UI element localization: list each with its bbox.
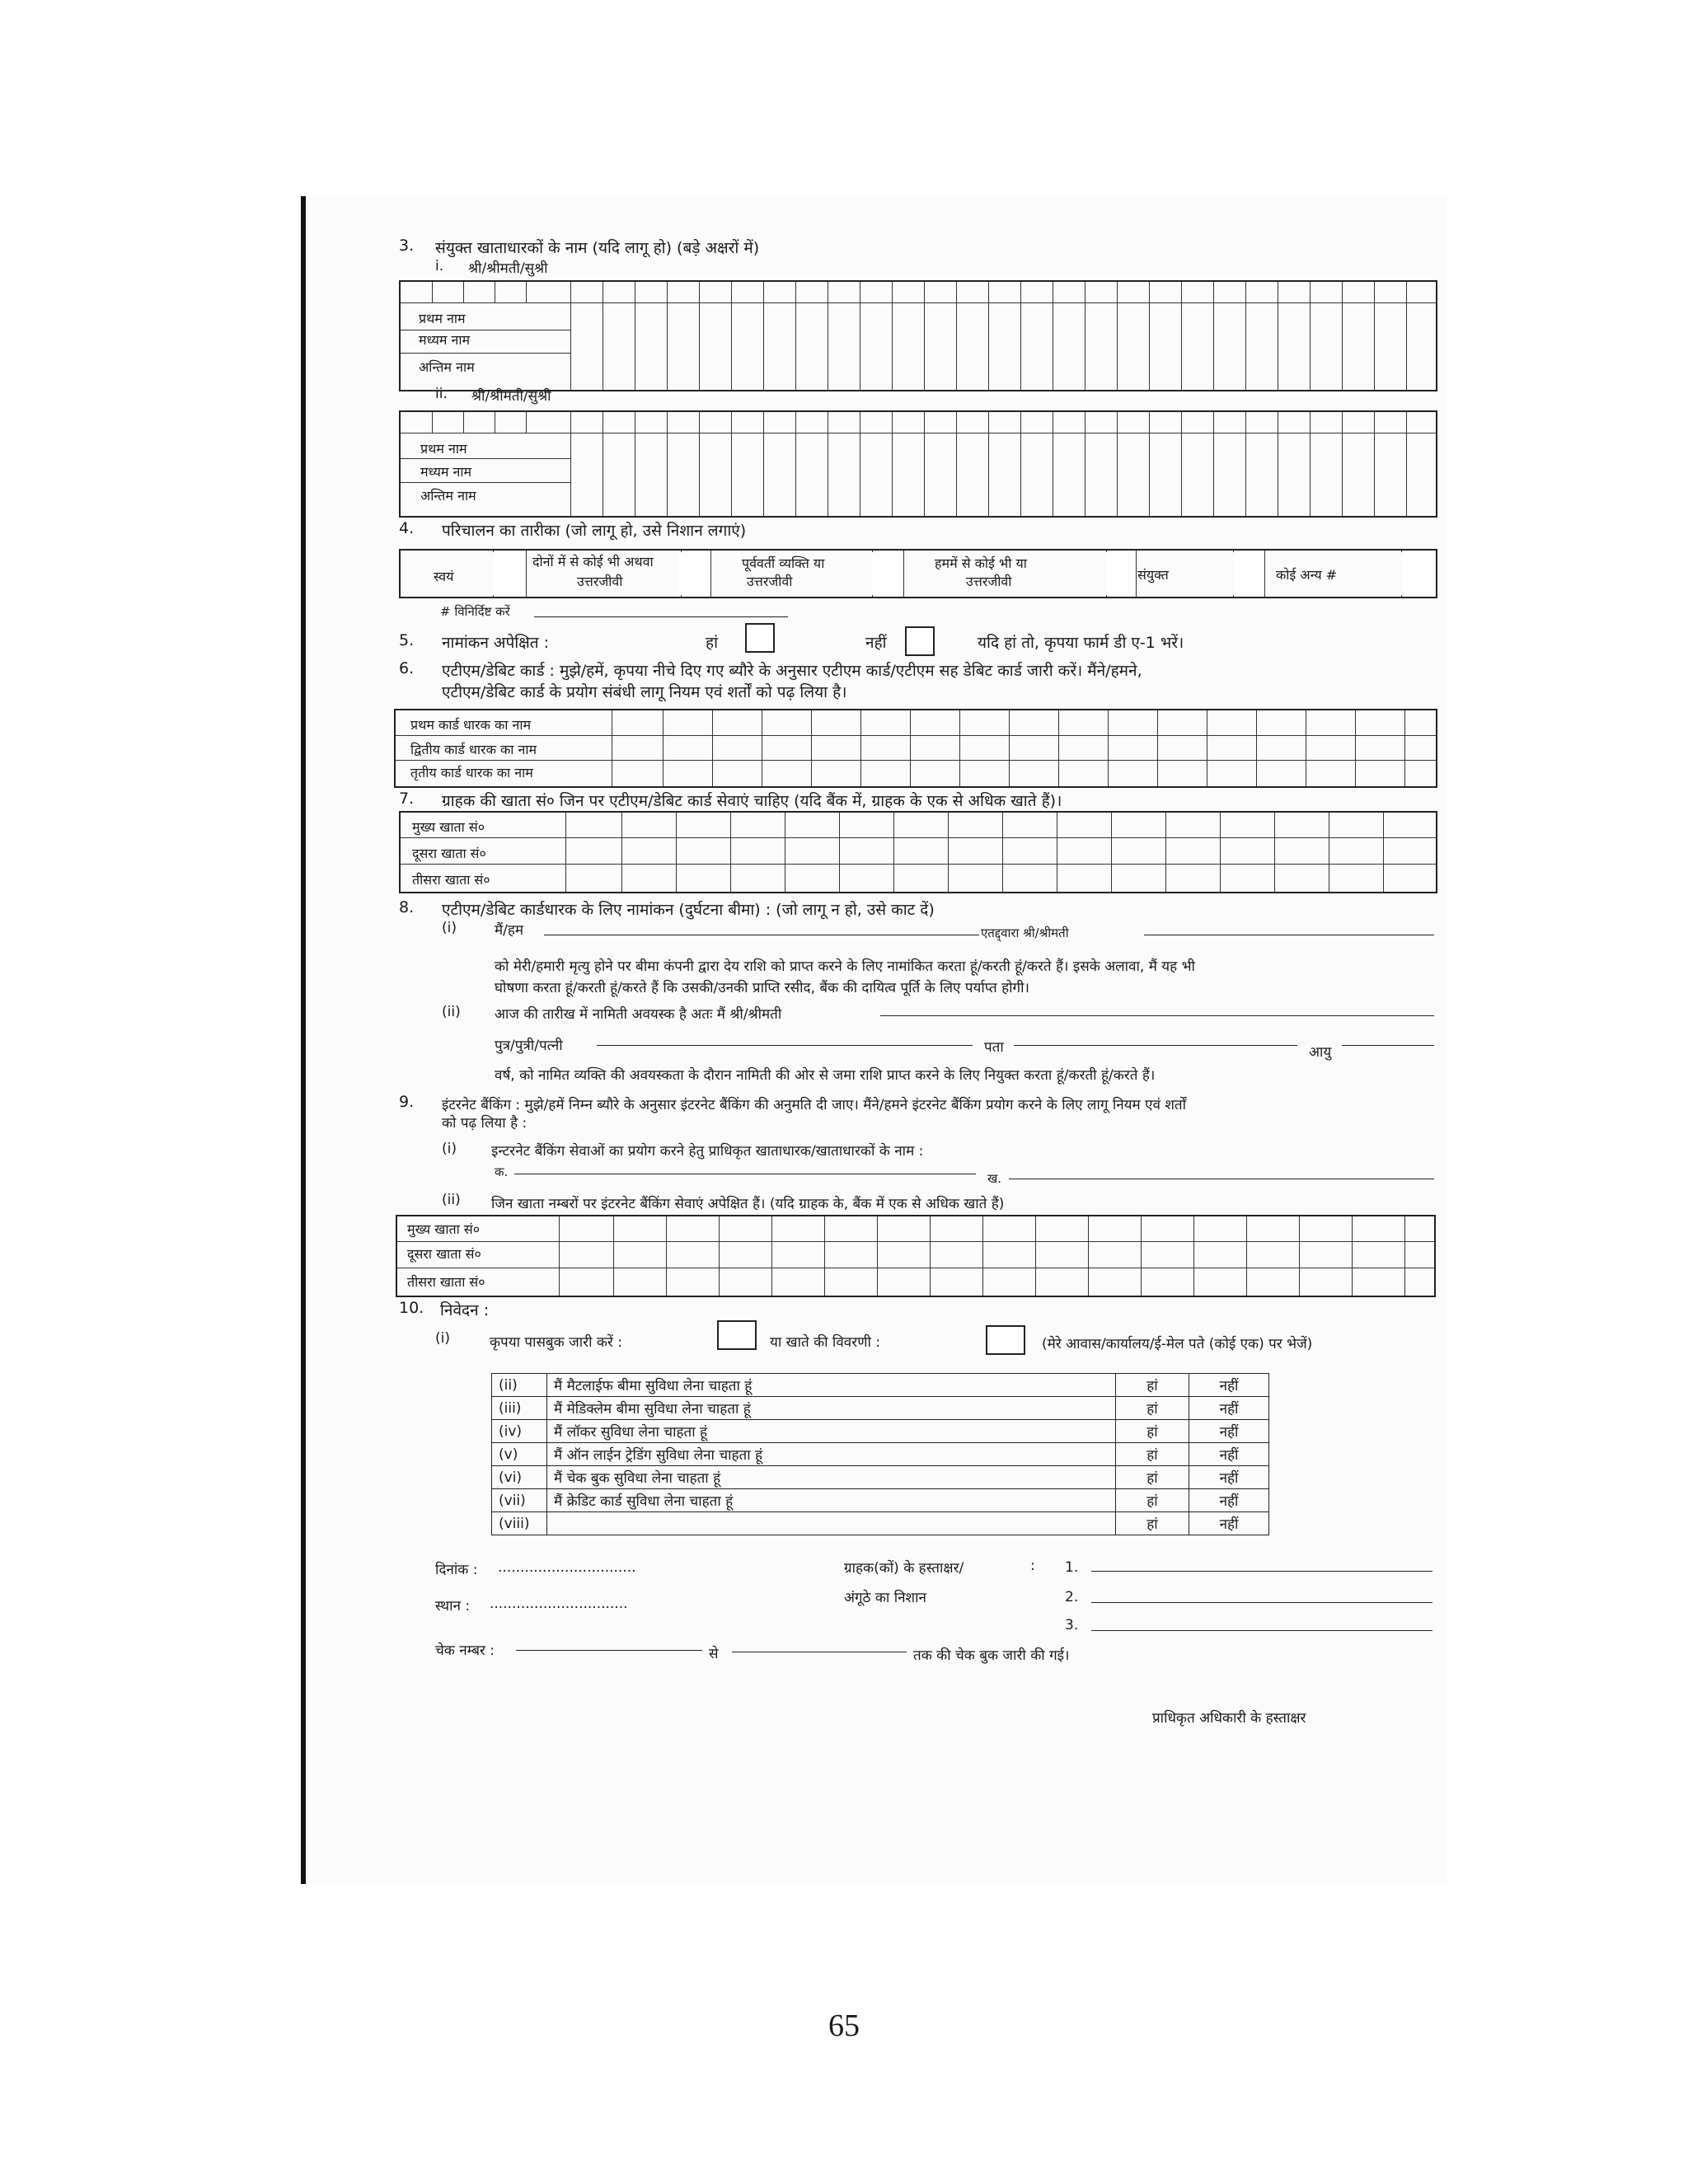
place-label: स्थान : — [435, 1598, 471, 1615]
atm-card-text-1: एटीएम/डेबिट कार्ड : मुझे/हमें, कृपया नीचे दिए गए ब्यौरे के अनुसार एटीएम कार्ड/एटीएम सह डेबिट कार्ड जारी करें। मैंने/हमने, — [442, 662, 1142, 680]
passbook-label: कृपया पासबुक जारी करें : — [490, 1334, 623, 1351]
section-8-i-label: मैं/हम — [495, 922, 524, 939]
signature-1-field[interactable] — [1091, 1571, 1432, 1572]
section-10-number: 10. — [399, 1299, 424, 1317]
facility-text: मैं चेक बुक सुविधा लेना चाहता हूं — [547, 1466, 1116, 1489]
facility-no[interactable]: नहीं — [1189, 1443, 1269, 1466]
age-label: आयु — [1309, 1044, 1332, 1061]
kha-label: ख. — [987, 1171, 1002, 1186]
section-9-number: 9. — [399, 1093, 415, 1111]
section-8-i-number: (i) — [442, 920, 457, 936]
nomination-label: नामांकन अपेक्षित : — [442, 634, 550, 652]
nomination-note: यदि हां तो, कृपया फार्म डी ए-1 भरें। — [978, 634, 1184, 652]
internet-accounts-grid[interactable] — [396, 1215, 1436, 1297]
section-8-i-text-2: घोषणा करता हूं/करती हूं/करते हैं कि उसकी/उनकी प्राप्ति रसीद, बैंक की दायित्व पूर्ति के लिए पर्याप्त होगी। — [495, 980, 1029, 996]
first-name-label: प्रथम नाम — [420, 441, 467, 457]
age-field[interactable] — [1342, 1045, 1434, 1046]
mode-former-survivor-label: उत्तरजीवी — [747, 574, 793, 589]
section-10-title: निवेदन : — [440, 1301, 490, 1319]
signature-colon: : — [1030, 1558, 1035, 1574]
facility-text: मैं ऑन लाईन ट्रेडिंग सुविधा लेना चाहता हूं — [547, 1443, 1116, 1466]
facility-number: (iv) — [492, 1420, 547, 1443]
page-number: 65 — [828, 2008, 860, 2043]
cheque-from-label: से — [709, 1646, 719, 1662]
nomination-yes-label: हां — [706, 634, 719, 652]
authorized-officer-signature: प्राधिकृत अधिकारी के हस्ताक्षर — [1152, 1710, 1306, 1727]
holder-1-salutation: श्री/श्रीमती/सुश्री — [468, 260, 548, 277]
send-address-note: (मेरे आवास/कार्यालय/ई-मेल पते (कोई एक) पर भेजें) — [1042, 1336, 1313, 1352]
facility-number: (vii) — [492, 1489, 547, 1512]
facility-no[interactable]: नहीं — [1189, 1489, 1269, 1512]
facility-row — [492, 1420, 1269, 1443]
facility-text: मैं लॉकर सुविधा लेना चाहता हूं — [547, 1420, 1116, 1443]
facility-row — [492, 1443, 1269, 1466]
card-holders-grid[interactable] — [394, 709, 1437, 788]
section-7-number: 7. — [399, 790, 415, 808]
section-9-ii-text: जिन खाता नम्बरों पर इंटरनेट बैंकिंग सेवाएं अपेक्षित हैं। (यदि ग्राहक के, बैंक में एक से अधिक खाते हैं) — [491, 1196, 1005, 1212]
facility-number: (iii) — [492, 1397, 547, 1420]
mode-other-checkbox[interactable] — [1401, 552, 1434, 595]
mode-either-checkbox[interactable] — [678, 552, 709, 595]
section-4-number: 4. — [399, 519, 415, 537]
facility-no[interactable]: नहीं — [1189, 1397, 1269, 1420]
statement-label: या खाते की विवरणी : — [770, 1334, 881, 1351]
son-daughter-wife-label: पुत्र/पुत्री/पत्नी — [495, 1038, 563, 1054]
customer-signature-label: ग्राहक(कों) के हस्ताक्षर/ — [844, 1560, 964, 1577]
atm-accounts-grid[interactable] — [399, 811, 1437, 893]
facility-number: (vi) — [492, 1466, 547, 1489]
mode-self-label: स्वयं — [434, 569, 454, 584]
facility-row — [492, 1489, 1269, 1512]
internet-banking-text-1: इंटरनेट बैंकिंग : मुझे/हमें निम्न ब्यौरे के अनुसार इंटरनेट बैंकिंग की अनुमति दी जाए। मैंने/हमने इंटरनेट बैंकिंग प्रयोग करने के लिए लागू नियम एवं शर्तों — [442, 1097, 1187, 1113]
mode-former-checkbox[interactable] — [872, 552, 902, 595]
mode-joint-label: संयुक्त — [1137, 567, 1169, 583]
date-field[interactable]: ............................... — [498, 1559, 636, 1576]
holder-1-name-grid[interactable] — [399, 280, 1437, 391]
section-8-ii-text: वर्ष, को नामित व्यक्ति की अवयस्कता के दौरान नामिती की ओर से जमा राशि प्राप्त करने के लिए नियुक्त करता हूं/करती हूं/करते हैं। — [495, 1067, 1156, 1084]
facility-yes[interactable]: हां — [1116, 1374, 1189, 1397]
mode-anyone-label: हममें से कोई भी या — [935, 555, 1027, 571]
section-8-title: एटीएम/डेबिट कार्डधारक के लिए नामांकन (दुर्घटना बीमा) : (जो लागू न हो, उसे काट दें) — [442, 901, 935, 919]
section-9-i-text: इन्टरनेट बैंकिंग सेवाओं का प्रयोग करने हेतु प्राधिकृत खाताधारक/खाताधारकों के नाम : — [491, 1143, 924, 1160]
facility-no[interactable]: नहीं — [1189, 1374, 1269, 1397]
facility-no[interactable]: नहीं — [1189, 1512, 1269, 1535]
section-8-ii-number: (ii) — [442, 1004, 461, 1020]
nomination-yes-checkbox[interactable] — [745, 623, 775, 653]
last-name-label: अन्तिम नाम — [420, 488, 476, 504]
chequebook-issued-label: तक की चेक बुक जारी की गई। — [913, 1647, 1070, 1664]
facility-yes[interactable]: हां — [1116, 1420, 1189, 1443]
address-label: पता — [984, 1039, 1004, 1056]
holder-1-number: i. — [435, 258, 444, 274]
signature-1-number: 1. — [1065, 1559, 1079, 1576]
facility-text: मैं मेडिक्लेम बीमा सुविधा लेना चाहता हूं — [547, 1397, 1116, 1420]
last-name-label: अन्तिम नाम — [419, 359, 475, 375]
facility-row — [492, 1466, 1269, 1489]
facility-row — [492, 1512, 1269, 1535]
signature-3-field[interactable] — [1091, 1630, 1432, 1631]
mode-former-label: पूर्ववर्ती व्यक्ति या — [742, 555, 825, 571]
facility-text — [547, 1512, 1116, 1535]
first-cardholder-label: प्रथम कार्ड धारक का नाम — [410, 717, 532, 733]
mode-anyone-checkbox[interactable] — [1106, 552, 1134, 595]
facility-row — [492, 1397, 1269, 1420]
signature-2-number: 2. — [1065, 1589, 1079, 1605]
second-account-label: दूसरा खाता सं० — [412, 846, 486, 861]
section-8-number: 8. — [399, 898, 415, 916]
facility-no[interactable]: नहीं — [1189, 1466, 1269, 1489]
first-name-label: प्रथम नाम — [419, 311, 466, 326]
scan-edge — [301, 196, 306, 1884]
section-4-title: परिचालन का तारीका (जो लागू हो, उसे निशान लगाएं) — [442, 522, 747, 540]
signature-3-number: 3. — [1065, 1617, 1079, 1633]
second-cardholder-label: द्वितीय कार्ड धारक का नाम — [410, 742, 537, 757]
facility-yes[interactable]: हां — [1116, 1466, 1189, 1489]
guardian-name-field[interactable] — [880, 1015, 1434, 1016]
mode-anyone-survivor-label: उत्तरजीवी — [966, 574, 1012, 589]
section-7-text: ग्राहक की खाता सं० जिन पर एटीएम/डेबिट कार्ड सेवाएं चाहिए (यदि बैंक में, ग्राहक के एक से अधिक खाते हैं)। — [442, 792, 1062, 810]
cheque-from-field[interactable] — [516, 1650, 702, 1651]
facility-yes[interactable]: हां — [1116, 1443, 1189, 1466]
section-9-i-number: (i) — [442, 1141, 457, 1157]
section-3-number: 3. — [399, 237, 415, 255]
facility-row — [492, 1374, 1269, 1397]
main-account-label: मुख्य खाता सं० — [407, 1221, 481, 1237]
facility-yes[interactable]: हां — [1116, 1397, 1189, 1420]
ka-label: क. — [495, 1165, 509, 1179]
nomination-no-checkbox[interactable] — [905, 626, 935, 656]
middle-name-label: मध्यम नाम — [420, 464, 472, 480]
facility-no[interactable]: नहीं — [1189, 1420, 1269, 1443]
holder-2-number: ii. — [435, 386, 448, 402]
mode-joint-checkbox[interactable] — [1233, 552, 1263, 595]
section-3-title: संयुक्त खाताधारकों के नाम (यदि लागू हो) (बड़े अक्षरों में) — [435, 239, 760, 257]
date-label: दिनांक : — [435, 1562, 478, 1578]
section-6-number: 6. — [399, 659, 415, 677]
signature-2-field[interactable] — [1091, 1602, 1432, 1603]
thumb-impression-label: अंगूठे का निशान — [844, 1590, 926, 1606]
mode-either-survivor-label: उत्तरजीवी — [577, 574, 623, 589]
second-account-label: दूसरा खाता सं० — [407, 1246, 481, 1262]
main-account-label: मुख्य खाता सं० — [412, 819, 485, 835]
statement-checkbox[interactable] — [986, 1325, 1025, 1355]
facility-number: (viii) — [492, 1512, 547, 1535]
section-8-hereby: एतद्द्वारा श्री/श्रीमती — [981, 926, 1069, 940]
section-5-number: 5. — [399, 631, 415, 649]
facility-requests-table — [491, 1373, 1269, 1535]
third-account-label: तीसरा खाता सं० — [407, 1274, 485, 1290]
place-field[interactable]: ............................... — [490, 1596, 628, 1612]
facility-number: (ii) — [492, 1374, 547, 1397]
internet-banking-text-2: को पढ़ लिया है : — [442, 1115, 528, 1132]
mode-self-checkbox[interactable] — [493, 552, 524, 595]
address-field[interactable] — [1014, 1045, 1297, 1046]
section-8-ii-label: आज की तारीख में नामिती अवयस्क है अतः मैं श्री/श्रीमती — [495, 1006, 782, 1023]
holder-2-salutation: श्री/श्रीमती/सुश्री — [471, 388, 551, 405]
passbook-checkbox[interactable] — [717, 1320, 757, 1350]
specify-field[interactable] — [534, 616, 788, 617]
section-8-i-text-1: को मेरी/हमारी मृत्यु होने पर बीमा कंपनी द्वारा देय राशि को प्राप्त करने के लिए नामांकित करता हूं/करती हूं/करते हैं। इसके अलावा, मैं यह भी — [495, 958, 1195, 975]
specify-label: # विनिर्दिष्ट करें — [440, 604, 510, 619]
section-10-i-number: (i) — [435, 1330, 450, 1347]
atm-card-text-2: एटीएम/डेबिट कार्ड के प्रयोग संबंधी लागू नियम एवं शर्तों को पढ़ लिया है। — [442, 683, 847, 701]
facility-yes[interactable]: हां — [1116, 1489, 1189, 1512]
nomination-no-label: नहीं — [865, 634, 887, 652]
facility-yes[interactable]: हां — [1116, 1512, 1189, 1535]
operation-mode-grid — [399, 549, 1437, 598]
holder-2-name-grid[interactable] — [399, 410, 1437, 518]
facility-number: (v) — [492, 1443, 547, 1466]
third-cardholder-label: तृतीय कार्ड धारक का नाम — [410, 765, 533, 780]
cheque-number-label: चेक नम्बर : — [435, 1643, 495, 1659]
relation-name-field[interactable] — [597, 1045, 973, 1046]
section-9-ii-number: (ii) — [442, 1192, 461, 1208]
mode-either-label: दोनों में से कोई भी अथवा — [532, 554, 654, 569]
third-account-label: तीसरा खाता सं० — [412, 872, 490, 888]
facility-text: मैं क्रेडिट कार्ड सुविधा लेना चाहता हूं — [547, 1489, 1116, 1512]
facility-text: मैं मैटलाईफ बीमा सुविधा लेना चाहता हूं — [547, 1374, 1116, 1397]
mode-other-label: कोई अन्य # — [1276, 567, 1338, 583]
middle-name-label: मध्यम नाम — [419, 332, 471, 348]
